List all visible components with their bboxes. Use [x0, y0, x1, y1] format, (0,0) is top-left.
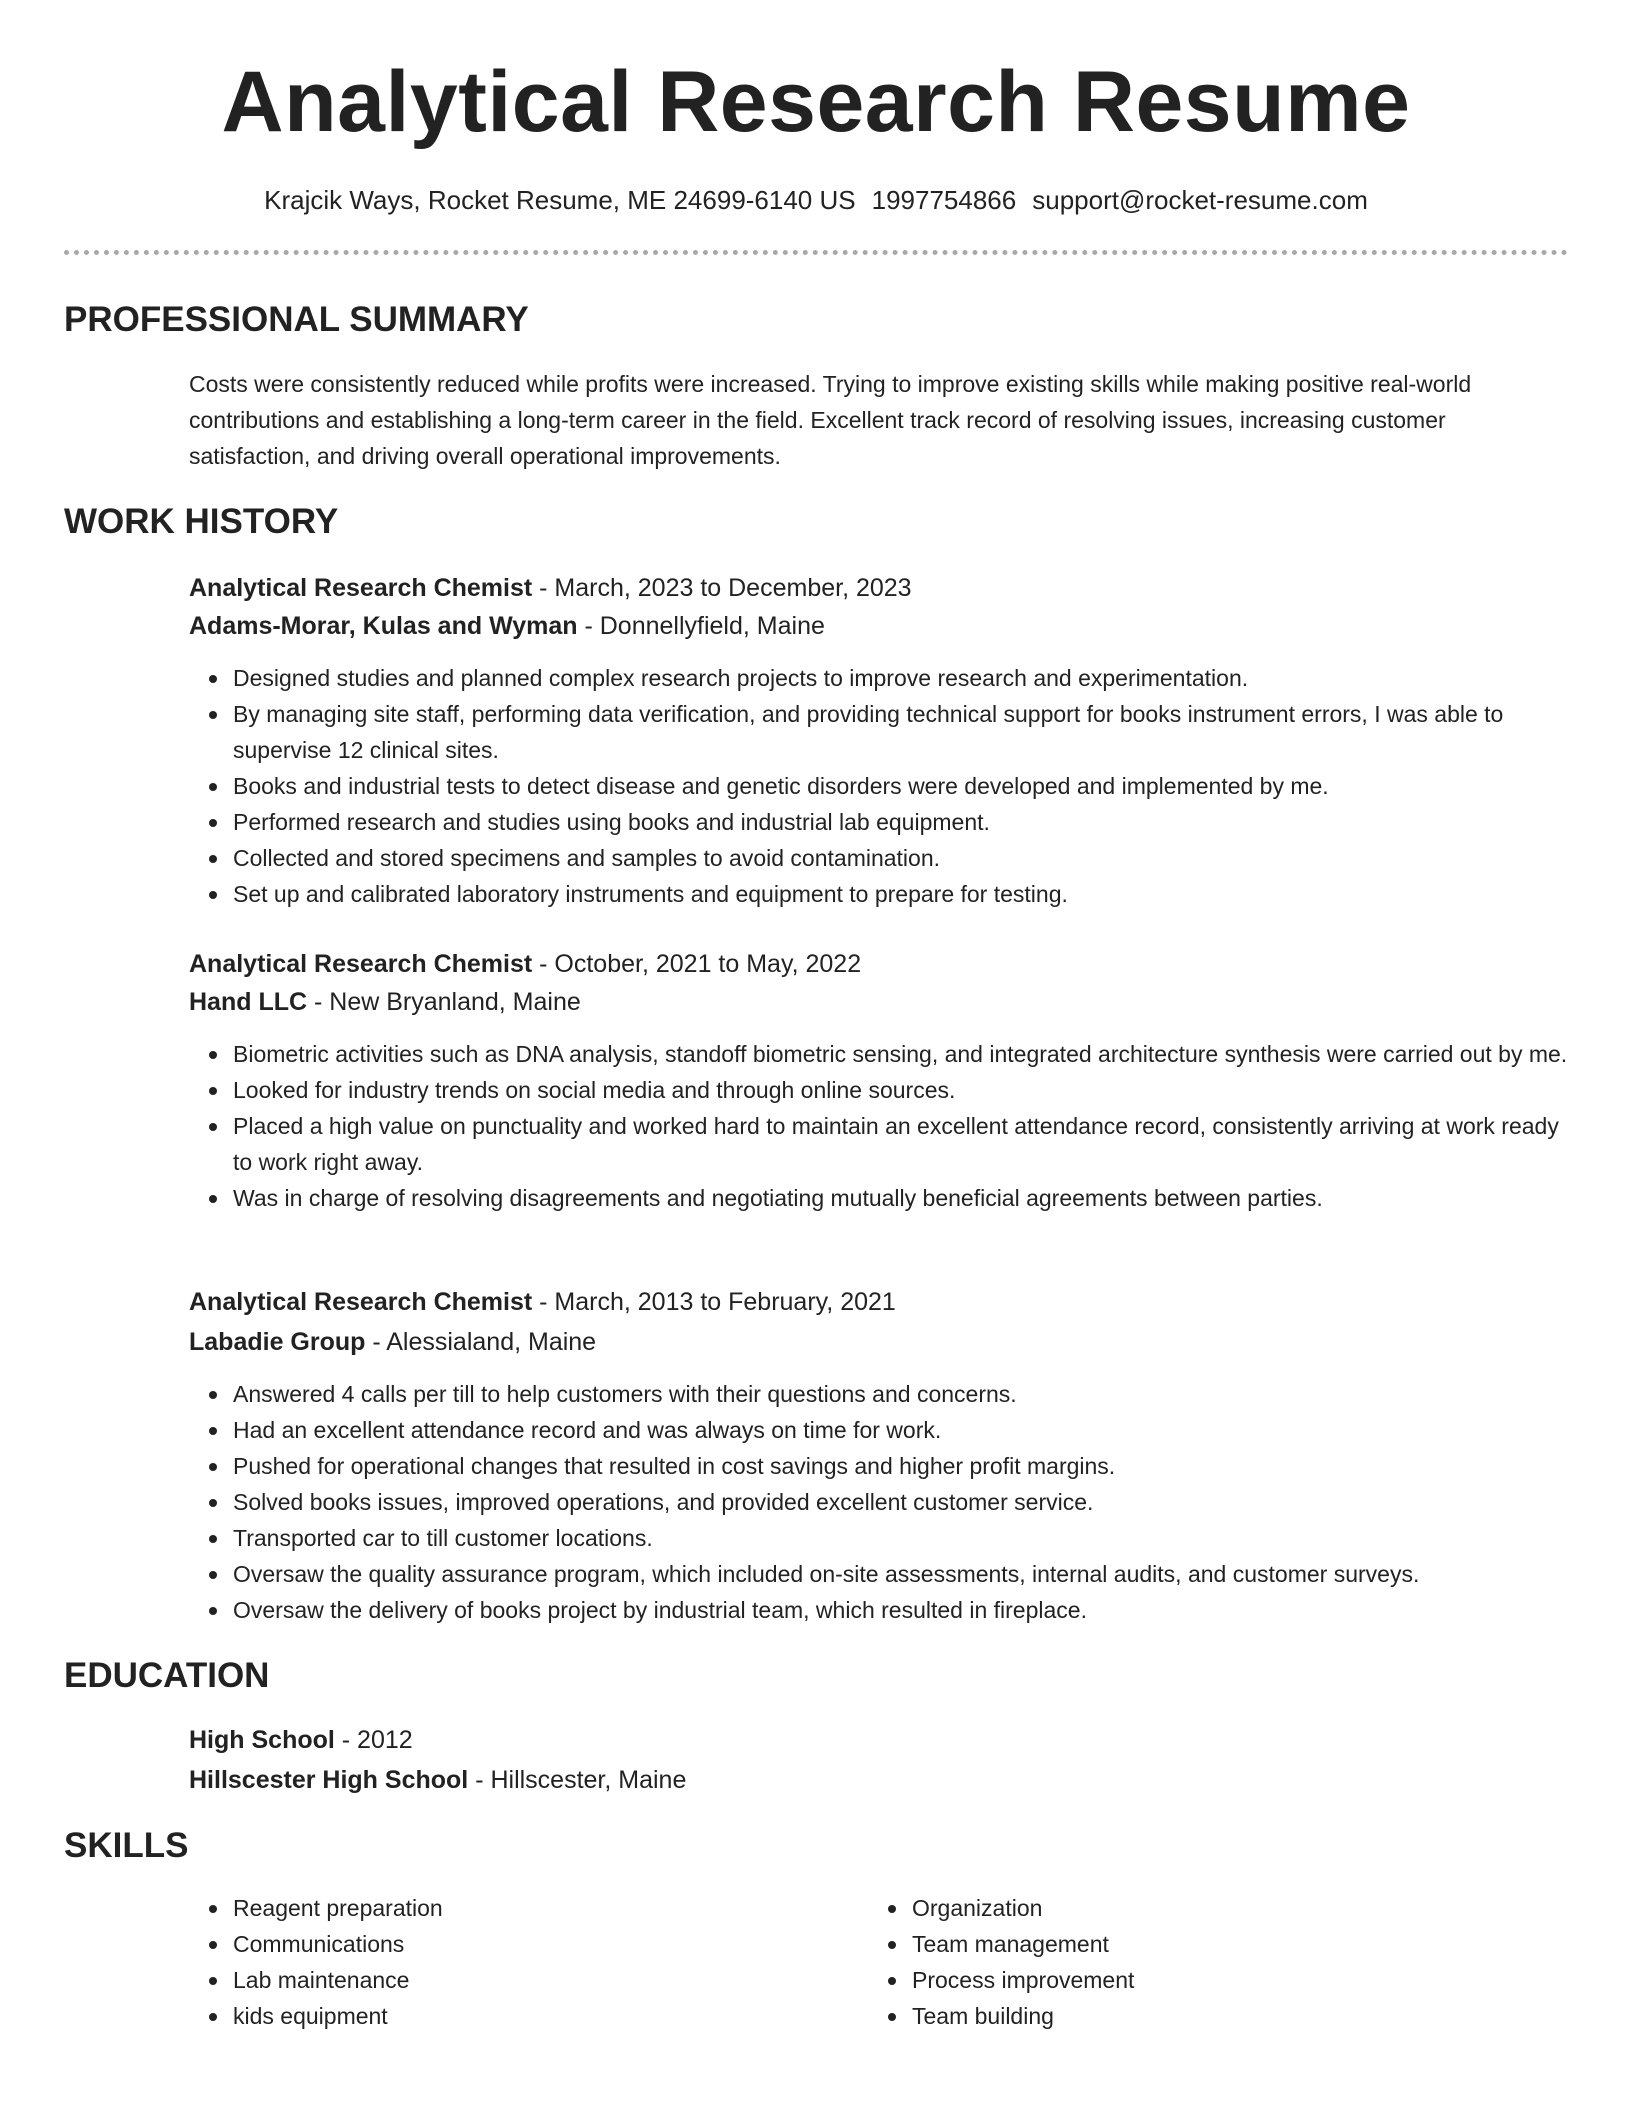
skills-left-column — [233, 1890, 833, 2034]
contact-address: Krajcik Ways, Rocket Resume, ME 24699-6140 US — [264, 185, 856, 215]
resume-title: Analytical Research Resume — [221, 54, 1411, 150]
job-title: Analytical Research Chemist — [189, 950, 533, 978]
job-dates: - March, 2023 to December, 2023 — [532, 574, 912, 602]
work-history-heading: WORK HISTORY — [64, 502, 339, 541]
skill-item: Lab maintenance — [233, 1962, 833, 1998]
job-1-bullets — [233, 660, 1573, 912]
job-1-title-line — [189, 570, 912, 606]
list-item: Oversaw the quality assurance program, which included on-site assessments, internal audits, and customer surveys. — [233, 1556, 1573, 1592]
job-2-bullets — [233, 1036, 1573, 1216]
contact-line — [0, 182, 1632, 218]
job-title: Analytical Research Chemist — [189, 574, 533, 602]
job-location: - New Bryanland, Maine — [307, 988, 581, 1016]
list-item: Pushed for operational changes that resulted in cost savings and higher profit margins. — [233, 1448, 1573, 1484]
list-item: Transported car to till customer locations. — [233, 1520, 1573, 1556]
job-company: Adams-Morar, Kulas and Wyman — [189, 612, 578, 640]
education-school-line — [189, 1762, 686, 1798]
skills-heading: SKILLS — [64, 1826, 189, 1865]
list-item: By managing site staff, performing data verification, and providing technical support for books instrument errors, I was able to supervise 12 clinical sites. — [233, 696, 1573, 768]
job-3-company-line — [189, 1324, 596, 1360]
job-dates: - March, 2013 to February, 2021 — [532, 1288, 896, 1316]
job-location: - Donnellyfield, Maine — [577, 612, 825, 640]
education-heading: EDUCATION — [64, 1656, 270, 1695]
list-item: Biometric activities such as DNA analysis, standoff biometric sensing, and integrated architecture synthesis were carried out by me. — [233, 1036, 1573, 1072]
skill-item: Team management — [912, 1926, 1512, 1962]
list-item: Oversaw the delivery of books project by industrial team, which resulted in fireplace. — [233, 1592, 1573, 1628]
education-year: - 2012 — [334, 1726, 413, 1754]
job-2-company-line — [189, 984, 581, 1020]
list-item: Set up and calibrated laboratory instruments and equipment to prepare for testing. — [233, 876, 1573, 912]
skill-item: kids equipment — [233, 1998, 833, 2034]
skill-item: Communications — [233, 1926, 833, 1962]
header-divider — [64, 250, 1568, 255]
list-item: Looked for industry trends on social media and through online sources. — [233, 1072, 1573, 1108]
contact-phone: 1997754866 — [871, 185, 1017, 215]
job-dates: - October, 2021 to May, 2022 — [532, 950, 862, 978]
job-location: - Alessialand, Maine — [365, 1328, 597, 1356]
skill-item: Organization — [912, 1890, 1512, 1926]
list-item: Had an excellent attendance record and was always on time for work. — [233, 1412, 1573, 1448]
list-item: Performed research and studies using books and industrial lab equipment. — [233, 804, 1573, 840]
education-degree: High School — [189, 1726, 335, 1754]
job-title: Analytical Research Chemist — [189, 1288, 533, 1316]
job-company: Labadie Group — [189, 1328, 366, 1356]
job-3-title-line — [189, 1284, 896, 1320]
summary-heading: PROFESSIONAL SUMMARY — [64, 300, 529, 339]
skill-item: Reagent preparation — [233, 1890, 833, 1926]
list-item: Books and industrial tests to detect disease and genetic disorders were developed and implemented by me. — [233, 768, 1573, 804]
skill-item: Team building — [912, 1998, 1512, 2034]
education-degree-line — [189, 1722, 413, 1758]
list-item: Solved books issues, improved operations, and provided excellent customer service. — [233, 1484, 1573, 1520]
skills-right-column — [912, 1890, 1512, 2034]
job-company: Hand LLC — [189, 988, 308, 1016]
education-school: Hillscester High School — [189, 1766, 469, 1794]
contact-email: support@rocket-resume.com — [1032, 185, 1368, 215]
skill-item: Process improvement — [912, 1962, 1512, 1998]
job-3-bullets — [233, 1376, 1573, 1628]
list-item: Placed a high value on punctuality and worked hard to maintain an excellent attendance record, consistently arriving at work ready to work right away. — [233, 1108, 1573, 1180]
list-item: Designed studies and planned complex research projects to improve research and experimentation. — [233, 660, 1573, 696]
education-location: - Hillscester, Maine — [468, 1766, 687, 1794]
list-item: Was in charge of resolving disagreements and negotiating mutually beneficial agreements between parties. — [233, 1180, 1573, 1216]
list-item: Answered 4 calls per till to help customers with their questions and concerns. — [233, 1376, 1573, 1412]
job-1-company-line — [189, 608, 825, 644]
list-item: Collected and stored specimens and samples to avoid contamination. — [233, 840, 1573, 876]
summary-text: Costs were consistently reduced while profits were increased. Trying to improve existing skills while making positive real-world contributions and establishing a long-term career in the field. Excellent track record of resolving issues, increasing customer satisfaction, and driving overall operational improvements. — [189, 371, 1472, 469]
job-2-title-line — [189, 946, 861, 982]
